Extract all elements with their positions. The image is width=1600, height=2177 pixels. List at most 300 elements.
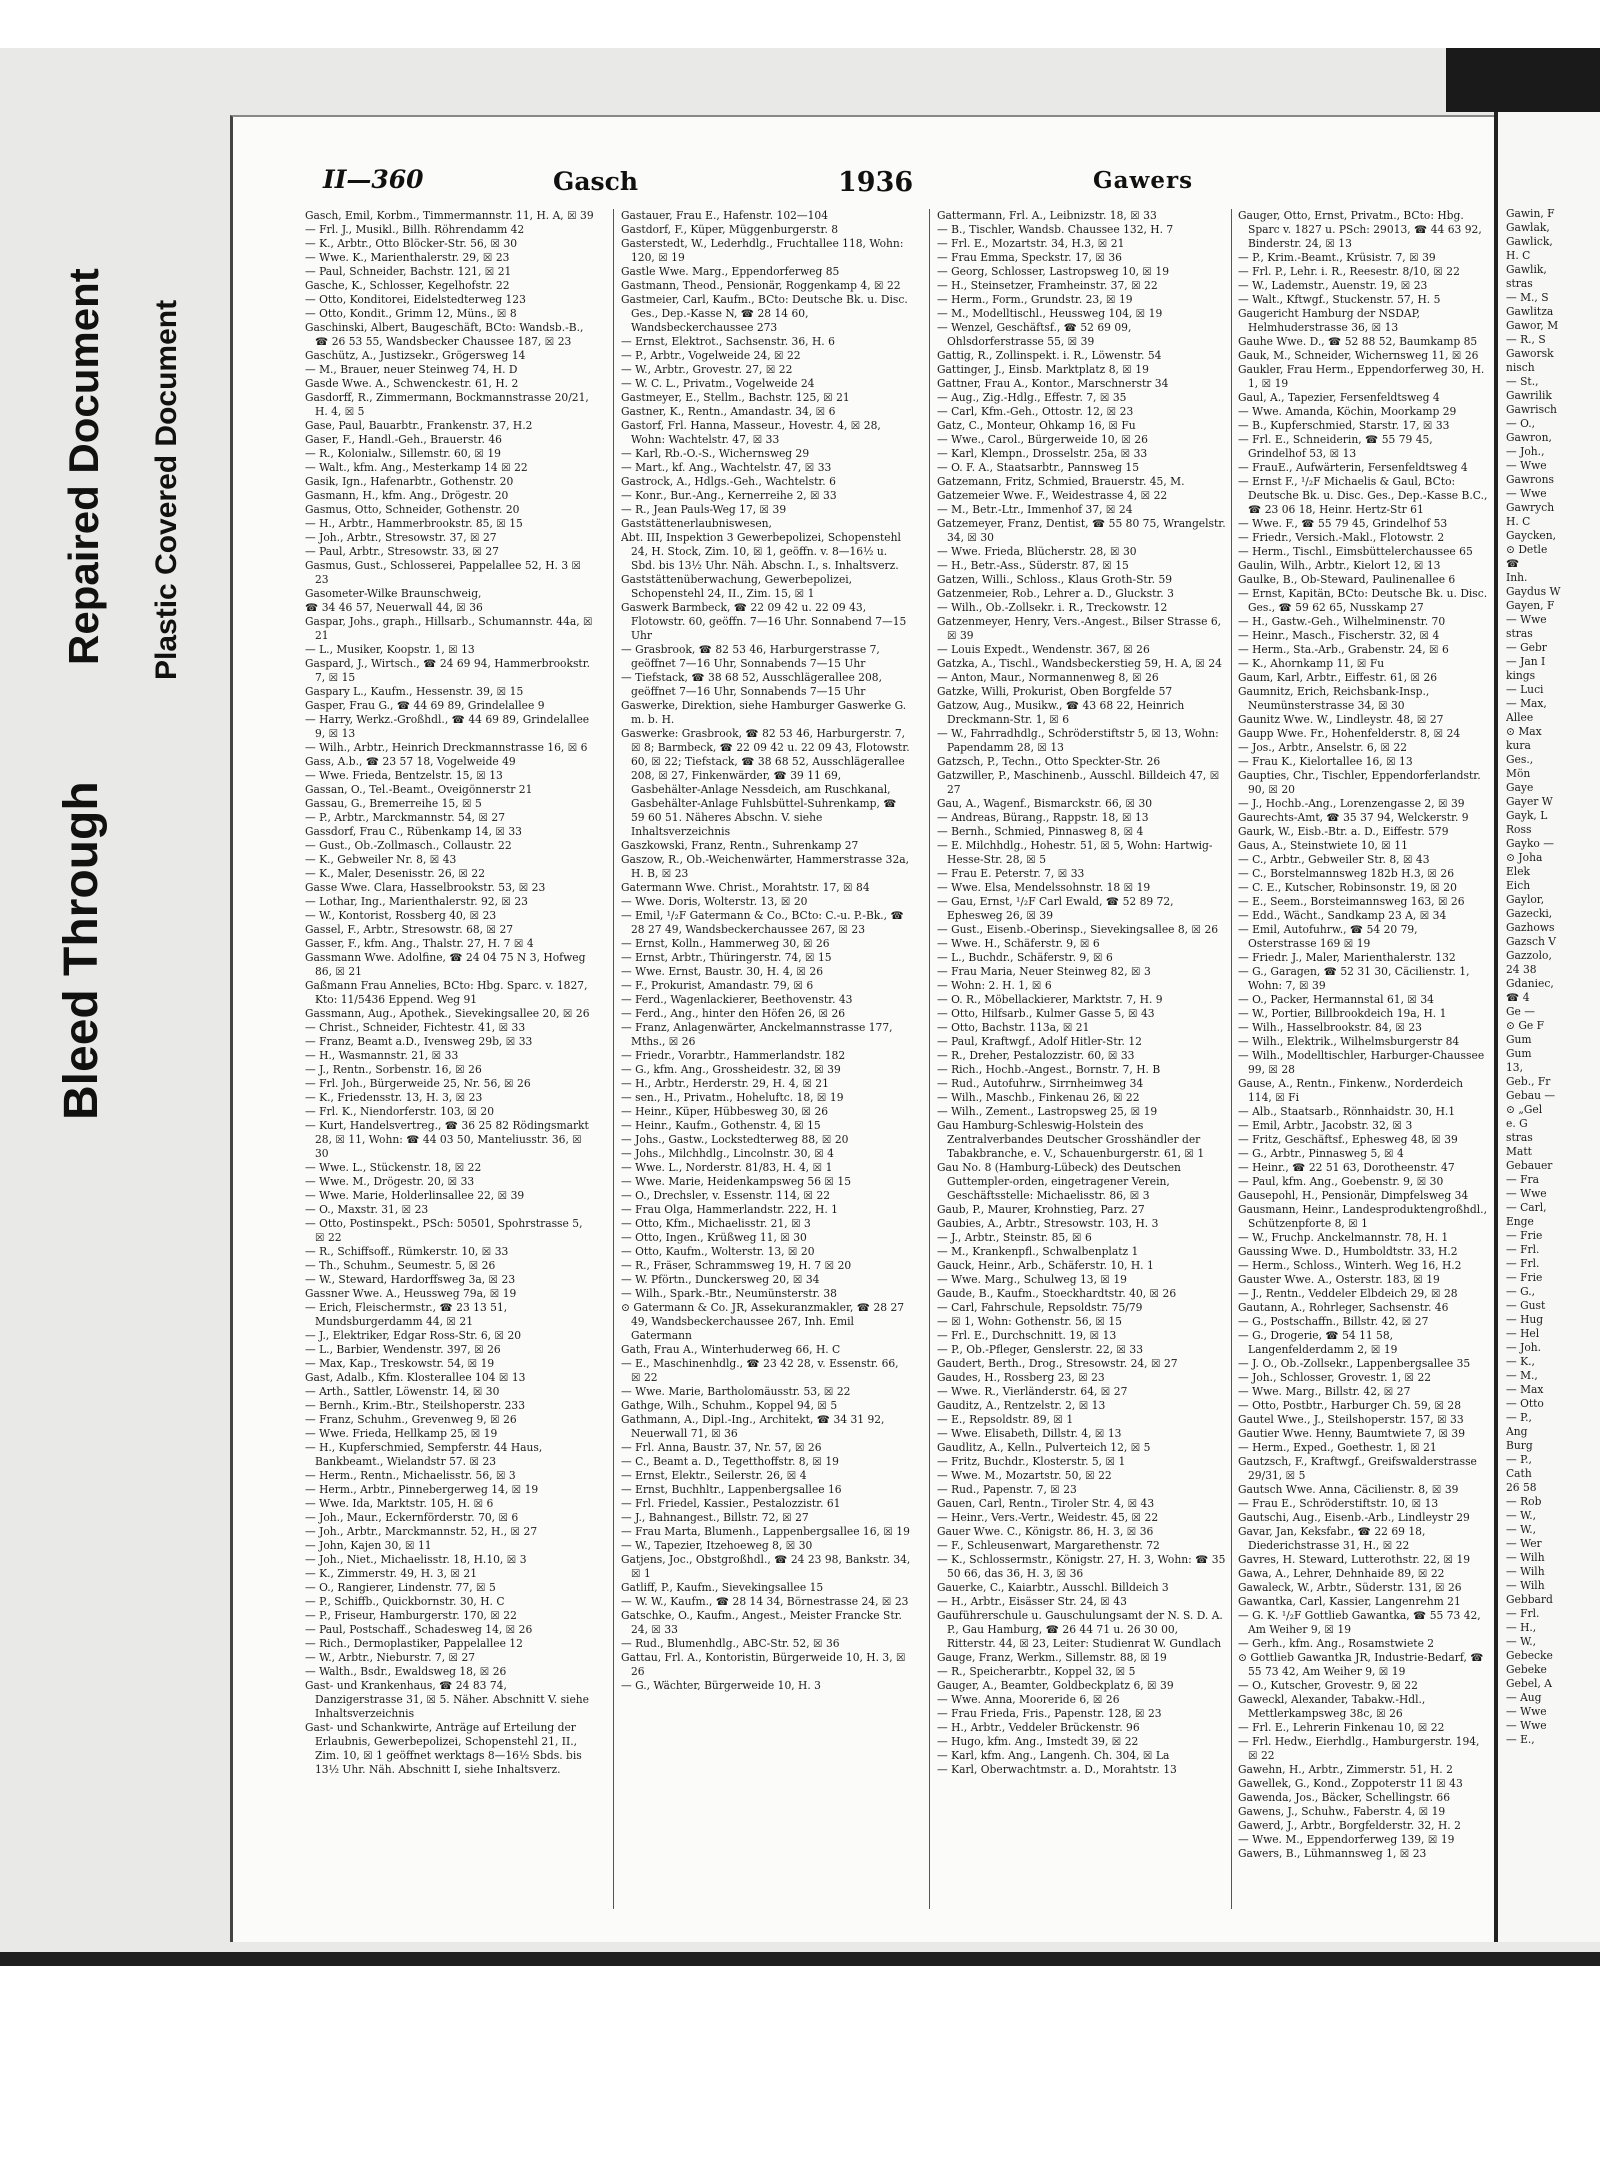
directory-entry: Gauen, Carl, Rentn., Tiroler Str. 4, ☒ 43: [937, 1497, 1155, 1510]
fragment-line: Gawron,: [1506, 431, 1552, 444]
directory-entry: — O. R., Möbellackierer, Marktstr. 7, H. 9: [937, 993, 1163, 1006]
directory-entry: — R., Kolonialw., Sillemstr. 60, ☒ 19: [305, 447, 501, 460]
directory-entry: — K., Zimmerstr. 49, H. 3, ☒ 21: [305, 1567, 477, 1580]
directory-entry: — W., Arbtr., Grovestr. 27, ☒ 22: [621, 363, 793, 376]
fragment-line: ⊙ Detle: [1506, 543, 1548, 556]
directory-entry: — Wwe. Marie, Heidenkampsweg 56 ☒ 15: [621, 1175, 852, 1188]
directory-entry: Gassel, F., Arbtr., Stresowstr. 68, ☒ 27: [305, 923, 514, 936]
directory-entry: — Heinr., Küper, Hübbesweg 30, ☒ 26: [621, 1105, 829, 1118]
directory-entry: — R., Fräser, Schrammsweg 19, H. 7 ☒ 20: [621, 1259, 852, 1272]
directory-entry: — Wwe. M., Mozartstr. 50, ☒ 22: [937, 1469, 1112, 1482]
directory-entry: Gasse Wwe. Clara, Hasselbrookstr. 53, ☒ 23: [305, 881, 546, 894]
directory-entry: — J., Hochb.-Ang., Lorenzengasse 2, ☒ 39: [1238, 797, 1465, 810]
directory-entry: — Karl, Oberwachtmstr. a. D., Morahtstr. 13: [937, 1763, 1177, 1776]
directory-entry: Gaswerk Barmbeck, ☎ 22 09 42 u. 22 09 43, Flotowstr. 60, geöffn. 7—16 Uhr. Sonnabend 7—15 Uhr: [621, 601, 907, 642]
directory-entry: — Walt., kfm. Ang., Mesterkamp 14 ☒ 22: [305, 461, 528, 474]
fragment-line: Gum: [1506, 1033, 1532, 1046]
directory-entry: — E., Repsoldstr. 89, ☒ 1: [937, 1413, 1074, 1426]
directory-entry: — M., Betr.-Ltr., Immenhof 37, ☒ 24: [937, 503, 1133, 516]
directory-entry: Gasmann, H., kfm. Ang., Drögestr. 20: [305, 489, 509, 502]
directory-entry: Gaude, B., Kaufm., Stoeckhardtstr. 40, ☒ 26: [937, 1287, 1177, 1300]
directory-column-1: [305, 209, 595, 1929]
fragment-line: — Frie: [1506, 1271, 1543, 1284]
directory-entry: Gatzenmeyer, Henry, Vers.-Angest., Bilser Strasse 6, ☒ 39: [937, 615, 1222, 642]
fragment-line: Geb., Fr: [1506, 1075, 1551, 1088]
directory-entry: — Wwe. L., Stückenstr. 18, ☒ 22: [305, 1161, 482, 1174]
directory-entry: — Wwe. Elisabeth, Dillstr. 4, ☒ 13: [937, 1427, 1122, 1440]
directory-entry: — C., Borstelmannsweg 182b H.3, ☒ 26: [1238, 867, 1454, 880]
directory-entry: Gassdorf, Frau C., Rübenkamp 14, ☒ 33: [305, 825, 522, 838]
directory-entry: — G., Arbtr., Pinnasweg 5, ☒ 4: [1238, 1147, 1404, 1160]
directory-entry: Gastle Wwe. Marg., Eppendorferweg 85: [621, 265, 840, 278]
directory-entry: — Gau, Ernst, ¹/₂F Carl Ewald, ☎ 52 89 72, Ephesweg 26, ☒ 39: [937, 895, 1174, 922]
directory-entry: — Wwe. Marg., Billstr. 42, ☒ 27: [1238, 1385, 1411, 1398]
directory-entry: ⊙ Gatermann & Co. JR, Assekuranzmakler, ☎ 28 27 49, Wandsbeckerchaussee 267, Inh. Emil Gatermann: [621, 1301, 905, 1342]
directory-entry: — Wwe. Elsa, Mendelssohnstr. 18 ☒ 19: [937, 881, 1151, 894]
fragment-line: Eich: [1506, 879, 1531, 892]
directory-entry: Gauger, A., Beamter, Goldbeckplatz 6, ☒ 39: [937, 1679, 1174, 1692]
directory-entry: Gatzemeyer, Franz, Dentist, ☎ 55 80 75, Wrangelstr. 34, ☒ 30: [937, 517, 1226, 544]
directory-entry: — Wwe. F., ☎ 55 79 45, Grindelhof 53: [1238, 517, 1448, 530]
directory-entry: — Aug., Zig.-Hdlg., Effestr. 7, ☒ 35: [937, 391, 1127, 404]
directory-entry: — O., Rangierer, Lindenstr. 77, ☒ 5: [305, 1581, 496, 1594]
column-divider: [1231, 209, 1232, 1909]
fragment-line: Gazhows: [1506, 921, 1555, 934]
directory-entry: — Tiefstack, ☎ 38 68 52, Ausschlägerallee 208, geöffnet 7—16 Uhr, Sonnabends 7—15 Uhr: [621, 671, 882, 698]
directory-entry: — Joh., Niet., Michaelisstr. 18, H.10, ☒ 3: [305, 1553, 527, 1566]
directory-entry: Gassmann, Aug., Apothek., Sievekingsallee 20, ☒ 26: [305, 1007, 590, 1020]
directory-entry: — W., Arbtr., Nieburstr. 7, ☒ 27: [305, 1651, 476, 1664]
directory-column-4: [1238, 209, 1488, 1929]
directory-entry: Gaststättenüberwachung, Gewerbepolizei, Schopenstehl 24, II., Zim. 15, ☒ 1: [621, 573, 853, 600]
directory-page: [230, 115, 1495, 1942]
directory-entry: — Wwe. K., Marienthalerstr. 29, ☒ 23: [305, 251, 510, 264]
directory-entry: — Ernst, Kapitän, BCto: Deutsche Bk. u. Disc. Ges., ☎ 59 62 65, Nusskamp 27: [1238, 587, 1488, 614]
directory-entry: — G., Drogerie, ☎ 54 11 58, Langenfelderdamm 2, ☒ 19: [1238, 1329, 1398, 1356]
fragment-line: ⊙ Joha: [1506, 851, 1543, 864]
directory-entry: Gawa, A., Lehrer, Dehnhaide 89, ☒ 22: [1238, 1567, 1445, 1580]
directory-entry: — Paul, Kraftwgf., Adolf Hitler-Str. 12: [937, 1035, 1142, 1048]
directory-entry: — R., Dreher, Pestalozzistr. 60, ☒ 33: [937, 1049, 1135, 1062]
fragment-line: Gawlitza: [1506, 305, 1554, 318]
directory-entry: Gastrock, A., Hdlgs.-Geh., Wachtelstr. 6: [621, 475, 836, 488]
fragment-line: Gawlak,: [1506, 221, 1550, 234]
directory-entry: — H., Gastw.-Geh., Wilhelminenstr. 70: [1238, 615, 1446, 628]
directory-entry: Gatzow, Aug., Musikw., ☎ 43 68 22, Heinrich Dreckmann-Str. 1, ☒ 6: [937, 699, 1185, 726]
fragment-line: — St.,: [1506, 375, 1539, 388]
directory-entry: — Otto, Postbtr., Harburger Ch. 59, ☒ 28: [1238, 1399, 1462, 1412]
directory-entry: — G. K. ¹/₂F Gottlieb Gawantka, ☎ 55 73 42, Am Weiher 9, ☒ 19: [1238, 1609, 1481, 1636]
directory-entry: Gaswerke, Direktion, siehe Hamburger Gaswerke G. m. b. H.: [621, 699, 907, 726]
directory-entry: Gasterstedt, W., Lederhdlg., Fruchtallee 118, Wohn: 120, ☒ 19: [621, 237, 904, 264]
fragment-line: 13,: [1506, 1061, 1523, 1074]
directory-entry: Gast, Adalb., Kfm. Klosterallee 104 ☒ 13: [305, 1371, 526, 1384]
directory-entry: — Karl, Rb.-O.-S., Wichernsweg 29: [621, 447, 810, 460]
fragment-line: — Hel: [1506, 1327, 1540, 1340]
directory-entry: Gauge, Franz, Werkm., Sillemstr. 88, ☒ 19: [937, 1651, 1167, 1664]
directory-entry: — Frau Maria, Neuer Steinweg 82, ☒ 3: [937, 965, 1151, 978]
directory-entry: — Frl. J., Musikl., Billh. Röhrendamm 42: [305, 223, 525, 236]
fragment-line: Gayk, L: [1506, 809, 1548, 822]
fragment-line: 26 58: [1506, 1481, 1537, 1494]
fragment-line: ⊙ Max: [1506, 725, 1542, 738]
directory-entry: — Franz, Beamt a.D., Ivensweg 29b, ☒ 33: [305, 1035, 533, 1048]
fragment-line: H. C: [1506, 515, 1531, 528]
directory-entry: — ☒ 1, Wohn: Gothenstr. 56, ☒ 15: [937, 1315, 1122, 1328]
directory-entry: — Wwe. Marg., Schulweg 13, ☒ 19: [937, 1273, 1127, 1286]
directory-entry: Gawaleck, W., Arbtr., Süderstr. 131, ☒ 26: [1238, 1581, 1462, 1594]
fragment-line: — M., S: [1506, 291, 1549, 304]
directory-entry: — Paul, Postschaff., Schadesweg 14, ☒ 26: [305, 1623, 533, 1636]
directory-entry: — Karl, kfm. Ang., Langenh. Ch. 304, ☒ La: [937, 1749, 1170, 1762]
directory-entry: Gaspar, Johs., graph., Hillsarb., Schumannstr. 44a, ☒ 21: [305, 615, 593, 642]
directory-entry: Gath, Frau A., Winterhuderweg 66, H. C: [621, 1343, 841, 1356]
directory-entry: — C., Beamt a. D., Tegetthoffstr. 8, ☒ 19: [621, 1455, 839, 1468]
directory-entry: — K., Arbtr., Otto Blöcker-Str. 56, ☒ 30: [305, 237, 518, 250]
directory-entry: Gautzsch, F., Kraftwgf., Greifswalderstrasse 29/31, ☒ 5: [1238, 1455, 1477, 1482]
directory-entry: Gauer Wwe. C., Königstr. 86, H. 3, ☒ 36: [937, 1525, 1154, 1538]
directory-entry: — Bernh., Krim.-Btr., Steilshoperstr. 233: [305, 1399, 526, 1412]
directory-entry: — W., Lademstr., Auenstr. 19, ☒ 23: [1238, 279, 1428, 292]
directory-entry: Gasper, Frau G., ☎ 44 69 89, Grindelallee 9: [305, 699, 545, 712]
directory-entry: — Frl. Anna, Baustr. 37, Nr. 57, ☒ 26: [621, 1441, 822, 1454]
directory-entry: Gasde Wwe. A., Schwenckestr. 61, H. 2: [305, 377, 519, 390]
directory-entry: — Heinr., Vers.-Vertr., Weidestr. 45, ☒ 22: [937, 1511, 1159, 1524]
directory-entry: — Wwe. Ida, Marktstr. 105, H. ☒ 6: [305, 1497, 494, 1510]
fragment-line: — Joh.,: [1506, 445, 1545, 458]
directory-entry: — Otto, Ingen., Krüßweg 11, ☒ 30: [621, 1231, 807, 1244]
directory-entry: — G., kfm. Ang., Grossheidestr. 32, ☒ 39: [621, 1063, 841, 1076]
directory-entry: — Louis Expedt., Wendenstr. 367, ☒ 26: [937, 643, 1150, 656]
fragment-line: Inh.: [1506, 571, 1528, 584]
directory-entry: Gaus, A., Steinstwiete 10, ☒ 11: [1238, 839, 1408, 852]
fragment-line: Gum: [1506, 1047, 1532, 1060]
directory-entry: Gasch, Emil, Korbm., Timmermannstr. 11, H. A, ☒ 39: [305, 209, 594, 222]
fragment-line: Gaycken,: [1506, 529, 1557, 542]
directory-entry: — Fritz, Buchdr., Klosterstr. 5, ☒ 1: [937, 1455, 1126, 1468]
directory-entry: Gaupties, Chr., Tischler, Eppendorferlandstr. 90, ☒ 20: [1238, 769, 1481, 796]
directory-entry: Gatzemeier Wwe. F., Weidestrasse 4, ☒ 22: [937, 489, 1168, 502]
directory-entry: Gautschi, Aug., Eisenb.-Arb., Lindleystr 29: [1238, 1511, 1470, 1524]
directory-entry: — L., Buchdr., Schäferstr. 9, ☒ 6: [937, 951, 1113, 964]
directory-entry: — Wwe. Marie, Bartholomäusstr. 53, ☒ 22: [621, 1385, 851, 1398]
directory-entry: — Frl. E., Lehrerin Finkenau 10, ☒ 22: [1238, 1721, 1445, 1734]
directory-entry: — Ernst, Arbtr., Thüringerstr. 74, ☒ 15: [621, 951, 832, 964]
directory-entry: Gauführerschule u. Gauschulungsamt der N. S. D. A. P., Gau Hamburg, ☎ 26 44 71 u. 26 30 00, Ritterstr. 44, ☒ 23, Leiter: Studienrat W. Gundlach: [937, 1609, 1223, 1650]
fragment-line: stras: [1506, 627, 1533, 640]
directory-entry: — Frl. E., Mozartstr. 34, H.3, ☒ 21: [937, 237, 1125, 250]
directory-entry: — Joh., Maur., Eckernförderstr. 70, ☒ 6: [305, 1511, 519, 1524]
fragment-line: Allee: [1506, 711, 1534, 724]
fragment-line: — O.,: [1506, 417, 1536, 430]
directory-entry: — J., Rentn., Veddeler Elbdeich 29, ☒ 28: [1238, 1287, 1458, 1300]
directory-entry: — G., Wächter, Bürgerweide 10, H. 3: [621, 1679, 821, 1692]
directory-entry: Gaudert, Berth., Drog., Stresowstr. 24, ☒ 27: [937, 1357, 1178, 1370]
directory-entry: Gast- und Krankenhaus, ☎ 24 83 74, Danzigerstrasse 31, ☒ 5. Näher. Abschnitt V. siehe Inhaltsverzeichnis: [305, 1679, 590, 1720]
directory-entry: — O., Drechsler, v. Essenstr. 114, ☒ 22: [621, 1189, 831, 1202]
fragment-line: Gawlick,: [1506, 235, 1553, 248]
directory-entry: Gauger, Otto, Ernst, Privatm., BCto: Hbg. Sparc v. 1827 u. PSch: 29013, ☎ 44 63 92, Binderstr. 24, ☒ 13: [1238, 209, 1482, 250]
fragment-line: Gazsch V: [1506, 935, 1557, 948]
fragment-line: Gayko —: [1506, 837, 1554, 850]
directory-entry: Gaukler, Frau Herm., Eppendorferweg 30, H. 1, ☒ 19: [1238, 363, 1485, 390]
directory-entry: — Georg, Schlosser, Lastropsweg 10, ☒ 19: [937, 265, 1169, 278]
directory-entry: Gauk, M., Schneider, Wichernsweg 11, ☒ 26: [1238, 349, 1479, 362]
directory-entry: — K., Gebweiler Nr. 8, ☒ 43: [305, 853, 457, 866]
directory-entry: Gassmann Wwe. Adolfine, ☎ 24 04 75 N 3, Hofweg 86, ☒ 21: [305, 951, 586, 978]
directory-entry: — P., Ob.-Pfleger, Genslerstr. 22, ☒ 33: [937, 1343, 1144, 1356]
directory-entry: — Ernst F., ¹/₂F Michaelis & Gaul, BCto: Deutsche Bk. u. Disc. Ges., Dep.-Kasse B.C., ☎ 23 06 18, Heinr. Hertz-Str 61: [1238, 475, 1488, 516]
directory-entry: Gastorf, Frl. Hanna, Masseur., Hovestr. 4, ☒ 28, Wohn: Wachtelstr. 47, ☒ 33: [621, 419, 881, 446]
directory-entry: Gaswerke: Grasbrook, ☎ 82 53 46, Harburgerstr. 7, ☒ 8; Barmbeck, ☎ 22 09 42 u. 22 09 43, Flotowstr. 60, ☒ 22; Tiefstack, ☎ 38 68 52, Ausschlägerallee 208, ☒ 27, Finkenwärder, ☎ 39 11 69, Gasbehälter-Anlage Nessdeich, am Ruschkanal, Gasbehälter-Anlage Fuhlsbüttel-Suhrenkamp, ☎ 59 60 51. Näheres Abschn. V. siehe Inhaltsverzeichnis: [621, 727, 910, 838]
fragment-line: — Otto: [1506, 1397, 1544, 1410]
fragment-line: — P.,: [1506, 1453, 1532, 1466]
directory-entry: — Otto, Konditorei, Eidelstedterweg 123: [305, 293, 526, 306]
directory-entry: Gast- und Schankwirte, Anträge auf Erteilung der Erlaubnis, Gewerbepolizei, Schopenstehl 21, II., Zim. 10, ☒ 1 geöffnet werktags 8—16½ Sbds. bis 13½ Uhr. Näh. Abschnitt I, siehe Inhaltsverz.: [305, 1721, 582, 1776]
directory-entry: — Frau Olga, Hammerlandstr. 222, H. 1: [621, 1203, 838, 1216]
directory-entry: Gatzsch, P., Techn., Otto Speckter-Str. 26: [937, 755, 1161, 768]
directory-entry: — H., Arbtr., Veddeler Brückenstr. 96: [937, 1721, 1140, 1734]
directory-entry: Gauditz, A., Rentzelstr. 2, ☒ 13: [937, 1399, 1106, 1412]
fragment-line: Gaydus W: [1506, 585, 1561, 598]
directory-entry: — Frl. E., Schneiderin, ☎ 55 79 45, Grindelhof 53, ☒ 13: [1238, 433, 1433, 460]
directory-entry: — Rud., Papenstr. 7, ☒ 23: [937, 1483, 1077, 1496]
fragment-line: — Wwe: [1506, 613, 1547, 626]
directory-entry: — Anton, Maur., Normannenweg 8, ☒ 26: [937, 671, 1159, 684]
directory-entry: — Heinr., ☎ 22 51 63, Dorotheenstr. 47: [1238, 1161, 1455, 1174]
directory-entry: Gassan, O., Tel.-Beamt., Oveigönnerstr 21: [305, 783, 533, 796]
directory-entry: — Rich., Hochb.-Angest., Bornstr. 7, H. B: [937, 1063, 1161, 1076]
directory-entry: — P., Arbtr., Marckmannstr. 54, ☒ 27: [305, 811, 506, 824]
directory-entry: Gaupp Wwe. Fr., Hohenfelderstr. 8, ☒ 24: [1238, 727, 1461, 740]
directory-entry: Gathmann, A., Dipl.-Ing., Architekt, ☎ 34 31 92, Neuerwall 71, ☒ 36: [621, 1413, 885, 1440]
directory-entry: — W., Fahrradhdlg., Schröderstiftstr 5, ☒ 13, Wohn: Papendamm 28, ☒ 13: [937, 727, 1219, 754]
directory-entry: — sen., H., Privatm., Hoheluftc. 18, ☒ 19: [621, 1091, 844, 1104]
directory-entry: — Andreas, Bürang., Rappstr. 18, ☒ 13: [937, 811, 1149, 824]
directory-entry: — Herm., Tischl., Eimsbüttelerchaussee 65: [1238, 545, 1473, 558]
directory-entry: Gatliff, P., Kaufm., Sievekingsallee 15: [621, 1581, 824, 1594]
fragment-line: Ges.,: [1506, 753, 1534, 766]
directory-entry: Gaschütz, A., Justizsekr., Grögersweg 14: [305, 349, 526, 362]
fragment-line: Gaye: [1506, 781, 1534, 794]
directory-entry: — Frl. P., Lehr. i. R., Reesestr. 8/10, ☒ 22: [1238, 265, 1460, 278]
fragment-line: Elek: [1506, 865, 1531, 878]
directory-entry: Gatjens, Joc., Obstgroßhdl., ☎ 24 23 98, Bankstr. 34, ☒ 1: [621, 1553, 911, 1580]
fragment-line: Gebel, A: [1506, 1677, 1552, 1690]
adjacent-page-fragment: [1494, 112, 1600, 1942]
fragment-line: — Gust: [1506, 1299, 1546, 1312]
fragment-line: Gebecke: [1506, 1649, 1553, 1662]
directory-entry: — Otto, Kfm., Michaelisstr. 21, ☒ 3: [621, 1217, 811, 1230]
directory-entry: Gattau, Frl. A., Kontoristin, Bürgerweide 10, H. 3, ☒ 26: [621, 1651, 906, 1678]
directory-entry: — Herm., Schloss., Winterh. Weg 16, H.2: [1238, 1259, 1462, 1272]
directory-entry: — Gerh., kfm. Ang., Rosamstwiete 2: [1238, 1637, 1435, 1650]
directory-entry: Gaschinski, Albert, Baugeschäft, BCto: Wandsb.-B., ☎ 26 53 55, Wandsbecker Chaussee 187, ☒ 23: [305, 321, 584, 348]
directory-entry: — H., Betr.-Ass., Süderstr. 87, ☒ 15: [937, 559, 1129, 572]
directory-entry: — Wwe. L., Norderstr. 81/83, H. 4, ☒ 1: [621, 1161, 833, 1174]
fragment-line: — W.,: [1506, 1523, 1536, 1536]
directory-entry: — Frl. Joh., Bürgerweide 25, Nr. 56, ☒ 26: [305, 1077, 531, 1090]
directory-entry: — Wilh., Maschb., Finkenau 26, ☒ 22: [937, 1091, 1140, 1104]
repaired-document-label: Repaired Document: [60, 268, 107, 665]
directory-entry: — Franz, Schuhm., Grevenweg 9, ☒ 26: [305, 1413, 517, 1426]
bleed-through-label: Bleed Through: [55, 781, 108, 1120]
directory-entry: — W., Fruchp. Anckelmannstr. 78, H. 1: [1238, 1231, 1449, 1244]
fragment-line: Gdaniec,: [1506, 977, 1554, 990]
fragment-line: Matt: [1506, 1145, 1532, 1158]
fragment-line: Gayer W: [1506, 795, 1553, 808]
directory-entry: Gauck, Heinr., Arb., Schäferstr. 10, H. 1: [937, 1259, 1154, 1272]
directory-entry: — Lothar, Ing., Marienthalerstr. 92, ☒ 23: [305, 895, 528, 908]
directory-entry: — Kurt, Handelsvertreg., ☎ 36 25 82 Rödingsmarkt 28, ☒ 11, Wohn: ☎ 44 03 50, Manteliusstr. 36, ☒ 30: [305, 1119, 589, 1160]
fragment-line: — Wwe: [1506, 1719, 1547, 1732]
directory-entry: — C. E., Kutscher, Robinsonstr. 19, ☒ 20: [1238, 881, 1457, 894]
fragment-line: — G.,: [1506, 1285, 1536, 1298]
directory-entry: Gautel Wwe., J., Steilshoperstr. 157, ☒ 33: [1238, 1413, 1464, 1426]
directory-entry: Gaszow, R., Ob.-Weichenwärter, Hammerstrasse 32a, H. B, ☒ 23: [621, 853, 910, 880]
directory-entry: — O., Maxstr. 31, ☒ 23: [305, 1203, 429, 1216]
directory-entry: Gasser, F., kfm. Ang., Thalstr. 27, H. 7 ☒ 4: [305, 937, 534, 950]
fragment-line: Gawrisch: [1506, 403, 1557, 416]
fragment-line: — K.,: [1506, 1355, 1535, 1368]
directory-entry: — Bernh., Schmied, Pinnasweg 8, ☒ 4: [937, 825, 1144, 838]
directory-entry: — Johs., Milchhdlg., Lincolnstr. 30, ☒ 4: [621, 1147, 834, 1160]
directory-entry: — Rich., Dermoplastiker, Pappelallee 12: [305, 1637, 523, 1650]
fragment-line: — Wilh: [1506, 1565, 1545, 1578]
directory-entry: — O., Packer, Hermannstal 61, ☒ 34: [1238, 993, 1434, 1006]
directory-entry: Gase, Paul, Bauarbtr., Frankenstr. 37, H.2: [305, 419, 533, 432]
directory-entry: — Wilh., Hasselbrookstr. 84, ☒ 23: [1238, 1021, 1422, 1034]
fragment-line: — Wwe: [1506, 1705, 1547, 1718]
directory-entry: Gastmann, Theod., Pensionär, Roggenkamp 4, ☒ 22: [621, 279, 901, 292]
fragment-line: Ge —: [1506, 1005, 1535, 1018]
directory-entry: Gawerd, J., Arbtr., Borgfelderstr. 32, H. 2: [1238, 1819, 1461, 1832]
directory-entry: — Wilh., Modelltischler, Harburger-Chaussee 99, ☒ 28: [1238, 1049, 1485, 1076]
directory-entry: Gatzke, Willi, Prokurist, Oben Borgfelde 57: [937, 685, 1173, 698]
fragment-line: stras: [1506, 1131, 1533, 1144]
directory-entry: Gaub, P., Maurer, Krohnstieg, Parz. 27: [937, 1203, 1145, 1216]
directory-entry: Gaurk, W., Eisb.-Btr. a. D., Eiffestr. 579: [1238, 825, 1449, 838]
directory-entry: Gautann, A., Rohrleger, Sachsenstr. 46: [1238, 1301, 1449, 1314]
fragment-line: Gawin, F: [1506, 207, 1555, 220]
directory-entry: — Frl. E., Durchschnitt. 19, ☒ 13: [937, 1329, 1117, 1342]
directory-entry: — Mart., kf. Ang., Wachtelstr. 47, ☒ 33: [621, 461, 832, 474]
directory-entry: — Gust., Ob.-Zollmasch., Collaustr. 22: [305, 839, 512, 852]
directory-entry: — Ferd., Wagenlackierer, Beethovenstr. 43: [621, 993, 853, 1006]
fragment-line: — Carl,: [1506, 1201, 1547, 1214]
fragment-line: Gaworsk: [1506, 347, 1554, 360]
directory-entry: — Rud., Blumenhdlg., ABC-Str. 52, ☒ 36: [621, 1637, 840, 1650]
directory-entry: Gatzemann, Fritz, Schmied, Brauerstr. 45, M.: [937, 475, 1185, 488]
fragment-line: nisch: [1506, 361, 1535, 374]
directory-entry: Gasmus, Gust., Schlosserei, Pappelallee 52, H. 3 ☒ 23: [305, 559, 582, 586]
fragment-line: — Jan I: [1506, 655, 1546, 668]
fragment-line: — Frl.: [1506, 1243, 1540, 1256]
directory-entry: Gaßmann Frau Annelies, BCto: Hbg. Sparc. v. 1827, Kto: 11/5436 Eppend. Weg 91: [305, 979, 588, 1006]
directory-entry: Gavar, Jan, Keksfabr., ☎ 22 69 18, Diederichstrasse 31, H., ☒ 22: [1238, 1525, 1426, 1552]
directory-entry: — Friedr. J., Maler, Marienthalerstr. 132: [1238, 951, 1456, 964]
directory-entry: Gaugericht Hamburg der NSDAP, Helmhuderstrasse 36, ☒ 13: [1238, 307, 1420, 334]
directory-entry: Gaudlitz, A., Kelln., Pulverteich 12, ☒ 5: [937, 1441, 1151, 1454]
directory-entry: Gasmus, Otto, Schneider, Gothenstr. 20: [305, 503, 520, 516]
directory-entry: — Wwe. Marie, Holderlinsallee 22, ☒ 39: [305, 1189, 525, 1202]
directory-entry: — F., Schleusenwart, Margarethenstr. 72: [937, 1539, 1160, 1552]
directory-entry: — Franz, Anlagenwärter, Anckelmannstrasse 177, Mths., ☒ 26: [621, 1021, 893, 1048]
directory-entry: — Wilh., Spark.-Btr., Neumünsterstr. 38: [621, 1287, 837, 1300]
directory-entry: — Harry, Werkz.-Großhdl., ☎ 44 69 89, Grindelallee 9, ☒ 13: [305, 713, 590, 740]
directory-entry: — P., Schiffb., Quickbornstr. 30, H. C: [305, 1595, 505, 1608]
directory-entry: Gaulke, B., Ob-Steward, Paulinenallee 6: [1238, 573, 1456, 586]
directory-entry: Gaszkowski, Franz, Rentn., Suhrenkamp 27: [621, 839, 859, 852]
fragment-line: Gawrilik: [1506, 389, 1552, 402]
fragment-line: — Wer: [1506, 1537, 1542, 1550]
directory-entry: Gatzen, Willi., Schloss., Klaus Groth-Str. 59: [937, 573, 1173, 586]
directory-entry: Gausmann, Heinr., Landesproduktengroßhdl., Schützenpforte 8, ☒ 1: [1238, 1203, 1487, 1230]
directory-entry: — Ernst, Buchhltr., Lappenbergsallee 16: [621, 1483, 842, 1496]
fragment-line: H. C: [1506, 249, 1531, 262]
header-right-word: Gawers: [1093, 167, 1194, 194]
directory-entry: Gastmeier, Carl, Kaufm., BCto: Deutsche Bk. u. Disc. Ges., Dep.-Kasse N, ☎ 28 14 60, Wandsbeckerchaussee 273: [621, 293, 908, 334]
directory-entry: — Edd., Wächt., Sandkamp 23 A, ☒ 34: [1238, 909, 1447, 922]
fragment-line: Enge: [1506, 1215, 1534, 1228]
directory-entry: Gaudes, H., Rossberg 23, ☒ 23: [937, 1371, 1105, 1384]
fragment-line: Gebbard: [1506, 1593, 1553, 1606]
fragment-line: Cath: [1506, 1467, 1532, 1480]
directory-entry: — Wwe., Carol., Bürgerweide 10, ☒ 26: [937, 433, 1148, 446]
fragment-line: Gebau —: [1506, 1089, 1556, 1102]
directory-entry: — Heinr., Kaufm., Gothenstr. 4, ☒ 15: [621, 1119, 821, 1132]
directory-entry: — L., Barbier, Wendenstr. 397, ☒ 26: [305, 1343, 501, 1356]
directory-entry: — Paul, Schneider, Bachstr. 121, ☒ 21: [305, 265, 512, 278]
directory-entry: ⊙ Gottlieb Gawantka JR, Industrie-Bedarf, ☎ 55 73 42, Am Weiher 9, ☒ 19: [1238, 1651, 1484, 1678]
directory-entry: — O. F. A., Staatsarbtr., Pannsweg 15: [937, 461, 1139, 474]
directory-entry: — Wwe. Amanda, Köchin, Moorkamp 29: [1238, 405, 1457, 418]
page-number: II—360: [323, 165, 424, 194]
fragment-line: Ang: [1506, 1425, 1528, 1438]
directory-entry: — Carl, Kfm.-Geh., Ottostr. 12, ☒ 23: [937, 405, 1134, 418]
directory-entry: Gautsch Wwe. Anna, Cäcilienstr. 8, ☒ 39: [1238, 1483, 1459, 1496]
fragment-line: — M.,: [1506, 1369, 1538, 1382]
directory-entry: Gastmeyer, E., Stellm., Bachstr. 125, ☒ 21: [621, 391, 850, 404]
fragment-line: — Wwe: [1506, 1187, 1547, 1200]
directory-entry: — P., Arbtr., Vogelweide 24, ☒ 22: [621, 349, 801, 362]
directory-entry: — Joh., Schlosser, Grovestr. 1, ☒ 22: [1238, 1371, 1432, 1384]
directory-entry: — R., Schiffsoff., Rümkerstr. 10, ☒ 33: [305, 1245, 509, 1258]
directory-entry: — Ernst, Elektrot., Sachsenstr. 36, H. 6: [621, 335, 835, 348]
directory-entry: — Frl. Friedel, Kassier., Pestalozzistr. 61: [621, 1497, 841, 1510]
column-divider: [613, 209, 614, 1909]
scan-bottom-edge: [0, 1952, 1600, 1966]
fragment-line: ☎ 4: [1506, 991, 1530, 1004]
fragment-line: Gazecki,: [1506, 907, 1553, 920]
directory-entry: — Wwe. Ernst, Baustr. 30, H. 4, ☒ 26: [621, 965, 824, 978]
directory-entry: — K., Ahornkamp 11, ☒ Fu: [1238, 657, 1385, 670]
directory-entry: — Wohn: 2. H. 1, ☒ 6: [937, 979, 1052, 992]
directory-entry: — M., Brauer, neuer Steinweg 74, H. D: [305, 363, 518, 376]
directory-entry: — G., Postschaffn., Billstr. 42, ☒ 27: [1238, 1315, 1429, 1328]
directory-entry: — W., Steward, Hardorffsweg 3a, ☒ 23: [305, 1273, 516, 1286]
directory-entry: — Friedr., Vorarbtr., Hammerlandstr. 182: [621, 1049, 846, 1062]
directory-entry: — Wenzel, Geschäftsf., ☎ 52 69 09, Ohlsdorferstrasse 55, ☒ 39: [937, 321, 1132, 348]
directory-entry: — Konr., Bur.-Ang., Kernerreihe 2, ☒ 33: [621, 489, 837, 502]
directory-entry: — Erich, Fleischermstr., ☎ 23 13 51, Mundsburgerdamm 44, ☒ 21: [305, 1301, 508, 1328]
directory-entry: Gawantka, Carl, Kassier, Langenrehm 21: [1238, 1595, 1461, 1608]
directory-entry: — Wwe. Anna, Mooreride 6, ☒ 26: [937, 1693, 1120, 1706]
directory-entry: — E., Maschinenhdlg., ☎ 23 42 28, v. Essenstr. 66, ☒ 22: [621, 1357, 899, 1384]
directory-entry: — B., Tischler, Wandsb. Chaussee 132, H. 7: [937, 223, 1174, 236]
directory-entry: Gauerke, C., Kaiarbtr., Ausschl. Billdeich 3: [937, 1581, 1169, 1594]
directory-entry: — Frau E., Schröderstiftstr. 10, ☒ 13: [1238, 1497, 1439, 1510]
